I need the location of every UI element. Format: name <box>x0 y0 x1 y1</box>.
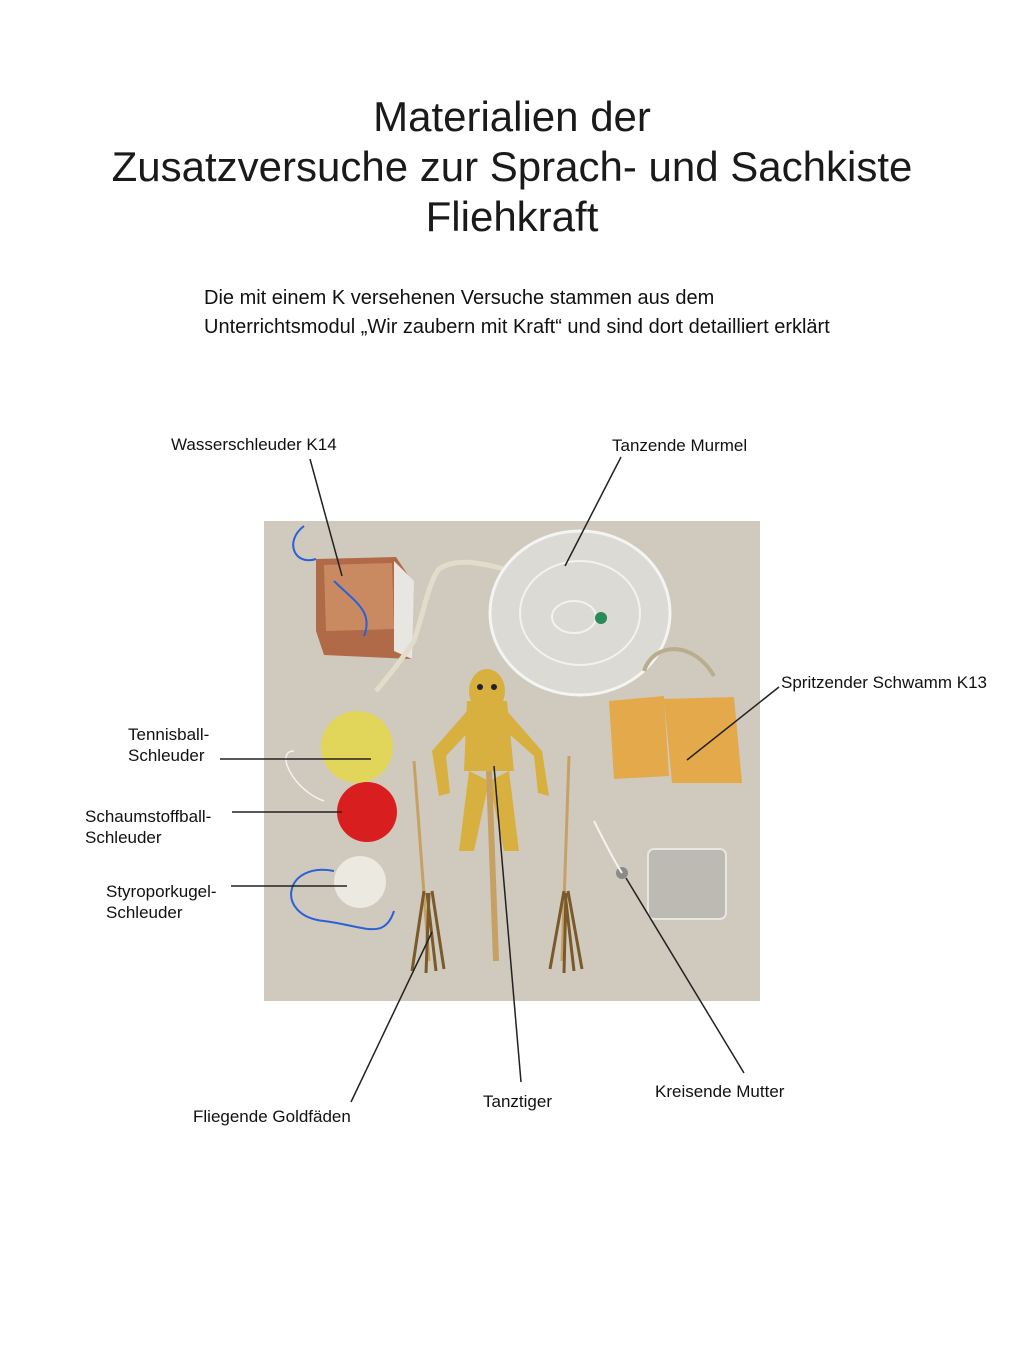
page-title <box>0 92 1024 242</box>
label-goldfaeden: Fliegende Goldfäden <box>193 1107 351 1126</box>
label-tennisball-line-2: Schleuder <box>128 746 205 765</box>
title-line-3: Fliehkraft <box>425 193 599 240</box>
label-styroporkugel-line-2: Schleuder <box>106 903 183 922</box>
label-tanztiger: Tanztiger <box>483 1092 552 1111</box>
intro-line-1: Die mit einem K versehenen Versuche stammen aus dem <box>204 287 715 309</box>
intro-text <box>204 284 1004 342</box>
materials-photo <box>264 521 760 1001</box>
label-schaumstoffball-line-1: Schaumstoffball- <box>85 807 212 826</box>
label-tennisball <box>128 724 209 766</box>
label-styroporkugel-line-1: Styroporkugel- <box>106 882 217 901</box>
label-tanzende-murmel: Tanzende Murmel <box>612 436 748 455</box>
foam-ball <box>337 782 397 842</box>
label-spritzender-schwamm: Spritzender Schwamm K13 <box>781 673 987 692</box>
label-tennisball-line-1: Tennisball- <box>128 725 210 744</box>
title-line-2: Zusatzversuche zur Sprach- und Sachkiste <box>111 143 913 190</box>
styrofoam-ball <box>334 856 386 908</box>
label-schaumstoffball-line-2: Schleuder <box>85 828 162 847</box>
label-mutter: Kreisende Mutter <box>655 1082 785 1101</box>
label-styroporkugel <box>106 881 217 923</box>
label-wasserschleuder: Wasserschleuder K14 <box>171 435 337 454</box>
intro-line-2: Unterrichtsmodul „Wir zaubern mit Kraft“ und sind dort detailliert erklärt <box>204 316 830 338</box>
label-schaumstoffball <box>85 806 211 848</box>
title-line-1: Materialien der <box>373 93 651 140</box>
tennis-ball <box>321 711 393 783</box>
